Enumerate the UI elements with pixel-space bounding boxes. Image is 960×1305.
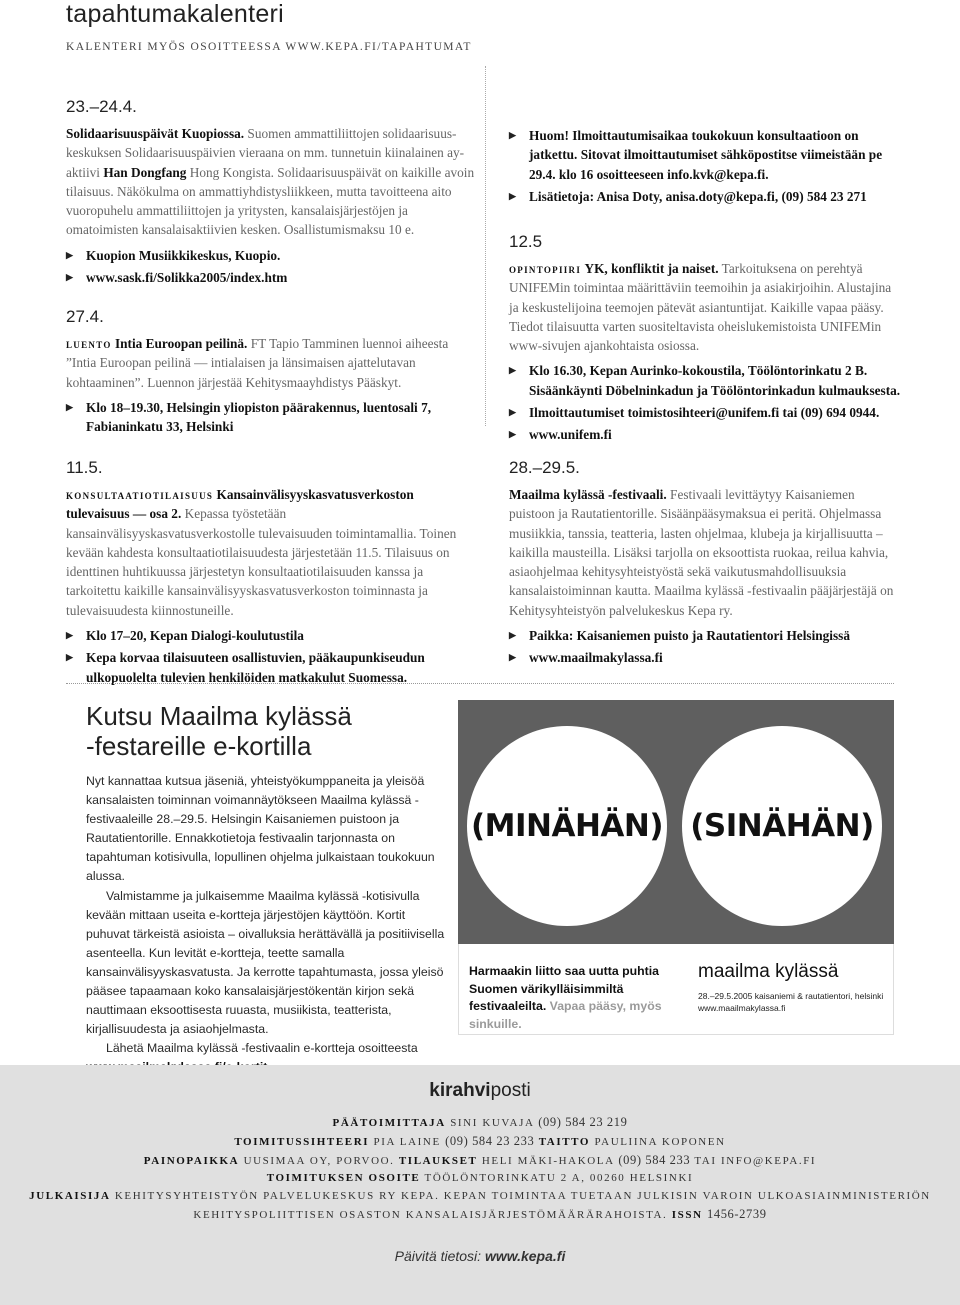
event-highlight: Han Dongfang [103,164,187,180]
minahan-circle [467,726,667,926]
event-registration: ▶ Ilmoittautumiset toimistosihteeri@unifem.fi tai (09) 694 0944. [509,403,901,422]
minahan-word: (MINÄHÄN) [470,808,664,844]
event-description: Maailma kylässä -festivaali. Festivaali levittäytyy Kaisaniemen puistoon ja Rautatientorille. Sisäänpääsymaksua ei peritä. Ohjelmassa musiikkia, tanssia, teatteria, lasten ohjelmaa, klubeja ja kirjallisuutta – kaikilla mausteilla. Lisäksi tarjolla on eksoottista ruokaa, reilua kahvia, asiaohjelmaa kehitysyhteistyöstä sekä vaikutusmahdollisuuksia kansalaistoiminnan kautta. Maailma kylässä -festivaalin pääjärjestäjä on Kehitysyhteistyön palvelukeskus Kepa ry. [509,487,894,618]
event-intia-luento [66,306,476,439]
event-konsultaatio [66,457,476,690]
sinahan-circle [682,726,882,926]
event-description: konsultaatiotilaisuus Kansainvälisyyskasvatusverkoston tulevaisuus — osa 2. Kepassa työstetään kansainvälisyyskasvatusverkostolle tulevaisuuden toimintamallia. Toinen kevään kahdesta konsultaatiotilaisuudesta järjestetään 11.5. Tilaisuus on identtinen huhtikuussa järjestetyn konsultaatiotilaisuuden kanssa ja tarkoitettu kaikille kansainvälisyyskasvatusverkoston toiminnasta ja tulevaisuudesta kiinnostuneille. [66,487,457,618]
masthead-logo: kirahviposti [429,1080,531,1101]
event-date: 12.5 [509,232,543,251]
kepa-link[interactable]: www.kepa.fi [484,1248,566,1264]
event-description: luento Intia Euroopan peilinä. FT Tapio Tamminen luennoi aiheesta ”Intia Euroopan peilinä — intialaisen ja länsimaisen ajattelutavan kohtaaminen”. Luennon järjestää Kehitysmaayhdistys Pääskyt. [66,336,449,390]
registration-note: ▶ Huom! Ilmoittautumisaikaa toukokuun konsultaatioon on jatkettu. Sitovat ilmoittautumiset sähköpostitse viimeistään pe 29.4. klo 16 osoitteeseen info.kvk@kepa.fi. [509,126,899,184]
event-link[interactable]: ▶ www.maailmakylassa.fi [509,648,901,667]
update-info: Päivitä tietosi: www.kepa.fi [394,1248,566,1264]
ad-title: Kutsu Maailma kylässä -festareille e-kortilla [86,701,352,761]
event-title: YK, konfliktit ja naiset. [584,261,719,276]
event-kicker: opintopiiri [509,261,582,276]
event-description: opintopiiri YK, konfliktit ja naiset. Tarkoituksena on perehtyä UNIFEMin toimintaa määrittäviin teemoihin ja asiakirjoihin. Alustajina ja keskustelijoina teemojen pätevät asiantuntijat. Kaikille vapaa pääsy. Tiedot tilaisuutta varten suositeltavista oheislukemistoista UNIFEMin www-sivujen ajankohtaista osiossa. [509,261,892,354]
event-kicker: luento [66,336,112,351]
colophon-line: TOIMITUKSEN OSOITE TÖÖLÖNTORINKATU 2 A, 00260 HELSINKI [266,1172,694,1185]
event-title: Kansainvälisyyskasvatusverkoston tulevaisuus — osa 2. [66,487,414,522]
column-divider [485,66,486,426]
page-title: tapahtumakalenteri [66,0,285,28]
colophon-line: TOIMITUSSIHTEERI PIA LAINE (09) 584 23 233 TAITTO PAULIINA KOPONEN [234,1133,726,1148]
event-location: ▶ Klo 18–19.30, Helsingin yliopiston päärakennus, luentosali 7, Fabianinkatu 33, Helsinki [66,398,476,437]
event-note: ▶ Kepa korvaa tilaisuuteen osallistuvien, pääkaupunkiseudun ulkopuolelta tulevien henkilöiden matkakulut Suomessa. [66,648,476,687]
ad-paragraph: Valmistamme ja julkaisemme Maailma kylässä -kotisivulla kevään mittaan useita e-kortteja järjestöjen käyttöön. Kortit puhuvat tärkeistä asioista – oivalluksia herättävällä ja positiivisella asenteella. Kun levität e-kortteja, teette samalla kansainvälisyyskasvatusta. Ja kerrotte tapahtumasta, jossa yleisö pääsee tapaamaan koko kansalaisjärjestökentän kirjon sekä nauttimaan eksoottisesta ruuasta, musiikista, teatterista, kirjallisuudesta ja asiaohjelmasta. [86,888,445,1037]
event-date: 11.5. [66,458,103,477]
event-title: Intia Euroopan peilinä. [114,336,248,351]
event-title: Solidaarisuuspäivät Kuopiossa. [66,126,245,141]
event-description: Solidaarisuuspäivät Kuopiossa. Suomen ammattiliittojen solidaarisuus-keskuksen Solidaarisuuspäivien vieraana on mm. tunnetuin kiinalainen ay-aktiivi Han Dongfang Hong Kongista. Solidaarisuuspäivät on kaikille avoin tilaisuus. Näkökulma on ammattiyhdistysliikkeen, mutta tavoitteena aito vuoropuhelu ammattiliittojen ja yritysten, kansalaisjärjestöjen ja omatoimisten kansalaisaktiivien kesken. Osallistumismaksu 10 e. [66,126,475,238]
ecard-tagline: Harmaakin liitto saa uutta puhtia Suomen värikylläisimmiltä festivaaleilta. Vapaa pääsy, myös sinkuille. [469,964,662,1031]
event-registration-info [509,126,899,209]
colophon-line: PAINOPAIKKA UUSIMAA OY, PORVOO. TILAUKSET HELI MÄKI-HAKOLA (09) 584 233 TAI INFO@KEPA.FI [143,1152,817,1167]
event-solidaarisuuspaivat [66,96,476,290]
event-title: Maailma kylässä -festivaali. [509,487,667,502]
ad-body [86,772,446,1078]
ecard-brand-details: 28.–29.5.2005 kaisaniemi & rautatientori, helsinki www.maailmakylassa.fi [698,991,884,1013]
colophon [0,1114,960,1225]
event-location: ▶ Paikka: Kaisaniemen puisto ja Rautatientori Helsingissä [509,626,901,645]
event-link[interactable]: ▶ www.sask.fi/Solikka2005/index.htm [66,268,476,287]
event-opintopiiri [509,231,901,448]
event-date: 28.–29.5. [509,458,580,477]
event-time-place: ▶ Klo 17–20, Kepan Dialogi-koulutustila [66,626,476,645]
contact-info: ▶ Lisätietoja: Anisa Doty, anisa.doty@kepa.fi, (09) 584 23 271 [509,187,899,206]
colophon-line: KEHITYSPOLIITTISEN OSASTON KANSALAISJÄRJESTÖMÄÄRÄRAHOISTA. ISSN 1456-2739 [193,1206,767,1221]
section-divider [66,683,894,684]
ad-paragraph: Nyt kannattaa kutsua jäseniä, yhteistyökumppaneita ja yleisöä kansalaisten toiminnan voimannäytökseen Maailma kylässä -festivaaleille 28.–29.5. Helsingin Kaisaniemen puistoon ja Rautatientorille. Ennakkotietoja festivaalin tarjonnasta on tapahtuman kotisivulla, lopullinen ohjelma julkaistaan toukokuun alussa. [86,774,435,884]
ecard-brand: maailma kylässä [698,961,839,982]
event-location: ▶ Kuopion Musiikkikeskus, Kuopio. [66,246,476,265]
event-location: ▶ Klo 16.30, Kepan Aurinko-kokoustila, Töölöntorinkatu 2 B. Sisäänkäynti Döbelninkadun ja Töölöntorinkadun kulmauksesta. [509,361,901,400]
event-date: 23.–24.4. [66,97,137,116]
colophon-line: PÄÄTOIMITTAJA SINI KUVAJA (09) 584 23 219 [332,1115,628,1129]
calendar-url-note: KALENTERI MYÖS OSOITTEESSA WWW.KEPA.FI/TAPAHTUMAT [66,41,472,53]
colophon-line: JULKAISIJA KEHITYSYHTEISTYÖN PALVELUKESKUS RY KEPA. KEPAN TOIMINTAA TUETAAN JULKISIN VAROIN ULKOASIAINMINISTERIÖN [29,1190,931,1203]
event-link[interactable]: ▶ www.unifem.fi [509,425,901,444]
ad-paragraph: Lähetä Maailma kylässä -festivaalin e-kortteja osoitteesta [106,1041,418,1056]
event-kicker: konsultaatiotilaisuus [66,487,214,502]
event-maailma-kylassa [509,457,901,671]
sinahan-word: (SINÄHÄN) [690,808,874,844]
event-date: 27.4. [66,307,104,326]
